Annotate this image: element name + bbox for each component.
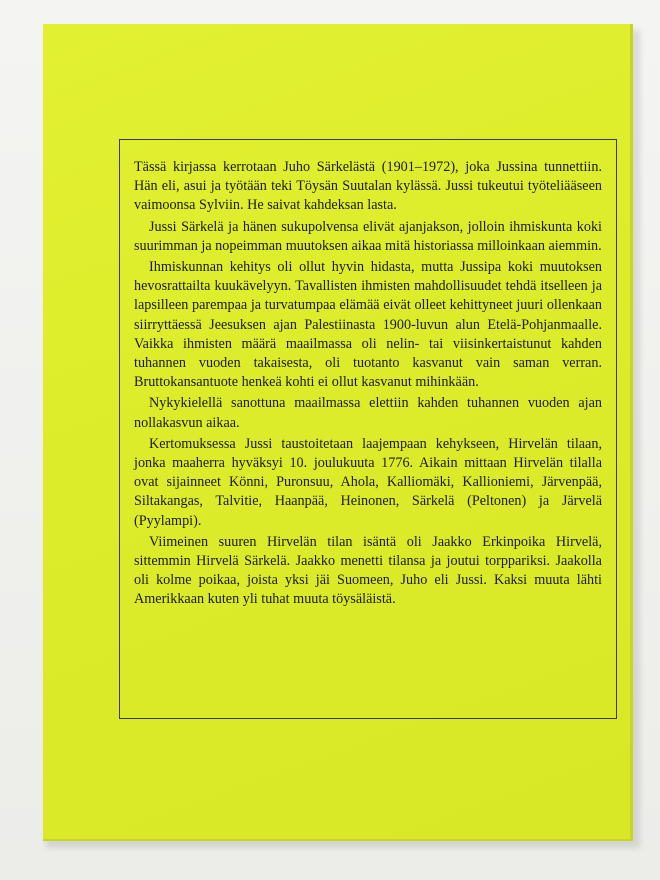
blurb-paragraph-5: Kertomuksessa Jussi taustoitetaan laajempaan kehykseen, Hirvelän tilaan, jonka maaherra hyväksyi 10. joulukuuta 1776. Aikain mittaan Hirvelän tilalla ovat sijainneet Könni, Puronsuu, Ahola, Kalliomäki, Kallioniemi, Järvenpää, Siltakangas, Talvitie, Haanpää, Heinonen, Särkelä (Peltonen) ja Järvelä (Pyylampi). (134, 435, 602, 529)
blurb-frame (119, 139, 617, 719)
blurb-paragraph-1: Tässä kirjassa kerrotaan Juho Särkelästä (1901–1972), joka Jussina tunnettiin. Hän eli, asui ja työtään teki Töysän Suutalan kylässä. Jussi tukeutui työteliääseen vaimoonsa Sylviin. He saivat kahdeksan lasta. (134, 159, 602, 214)
blurb-paragraph-6: Viimeinen suuren Hirvelän tilan isäntä oli Jaakko Erkinpoika Hirvelä, sittemmin Hirvelä Särkelä. Jaakko menetti tilansa ja joutui torppariksi. Jaakolla oli kolme poikaa, joista yksi jäi Suomeen, Juho eli Jussi. Kaksi muuta lähti Amerikkaan kuten yli tuhat muuta töysäläistä. (134, 533, 602, 608)
blurb-text (134, 158, 602, 610)
blurb-paragraph-2: Jussi Särkelä ja hänen sukupolvensa elivät ajanjakson, jolloin ihmiskunta koki suurimman ja nopeimman muutoksen aikaa mitä historiassa milloinkaan aiemmin. (134, 218, 602, 254)
book-back-cover (43, 24, 633, 841)
blurb-paragraph-3: Ihmiskunnan kehitys oli ollut hyvin hidasta, mutta Jussipa koki muutoksen hevosrattailta kuukävelyyn. Tavallisten ihmisten mahdollisuudet tehdä itselleen ja lapsilleen parempaa ja turvatumpaa elämää eivät olleet kehittyneet juuri ollenkaan siirryttäessä Jeesuksen ajan Palestiinasta 1900-luvun alun Etelä-Pohjanmaalle. Vaikka ihmisten määrä maailmassa oli nelin- tai viisinkertaistunut kahden tuhannen vuoden takaisesta, oli tuotanto kasvanut vain saman verran. Bruttokansantuote henkeä kohti ei ollut kasvanut mihinkään. (134, 259, 602, 391)
blurb-paragraph-4: Nykykielellä sanottuna maailmassa elettiin kahden tuhannen vuoden ajan nollakasvun aikaa. (134, 395, 602, 431)
